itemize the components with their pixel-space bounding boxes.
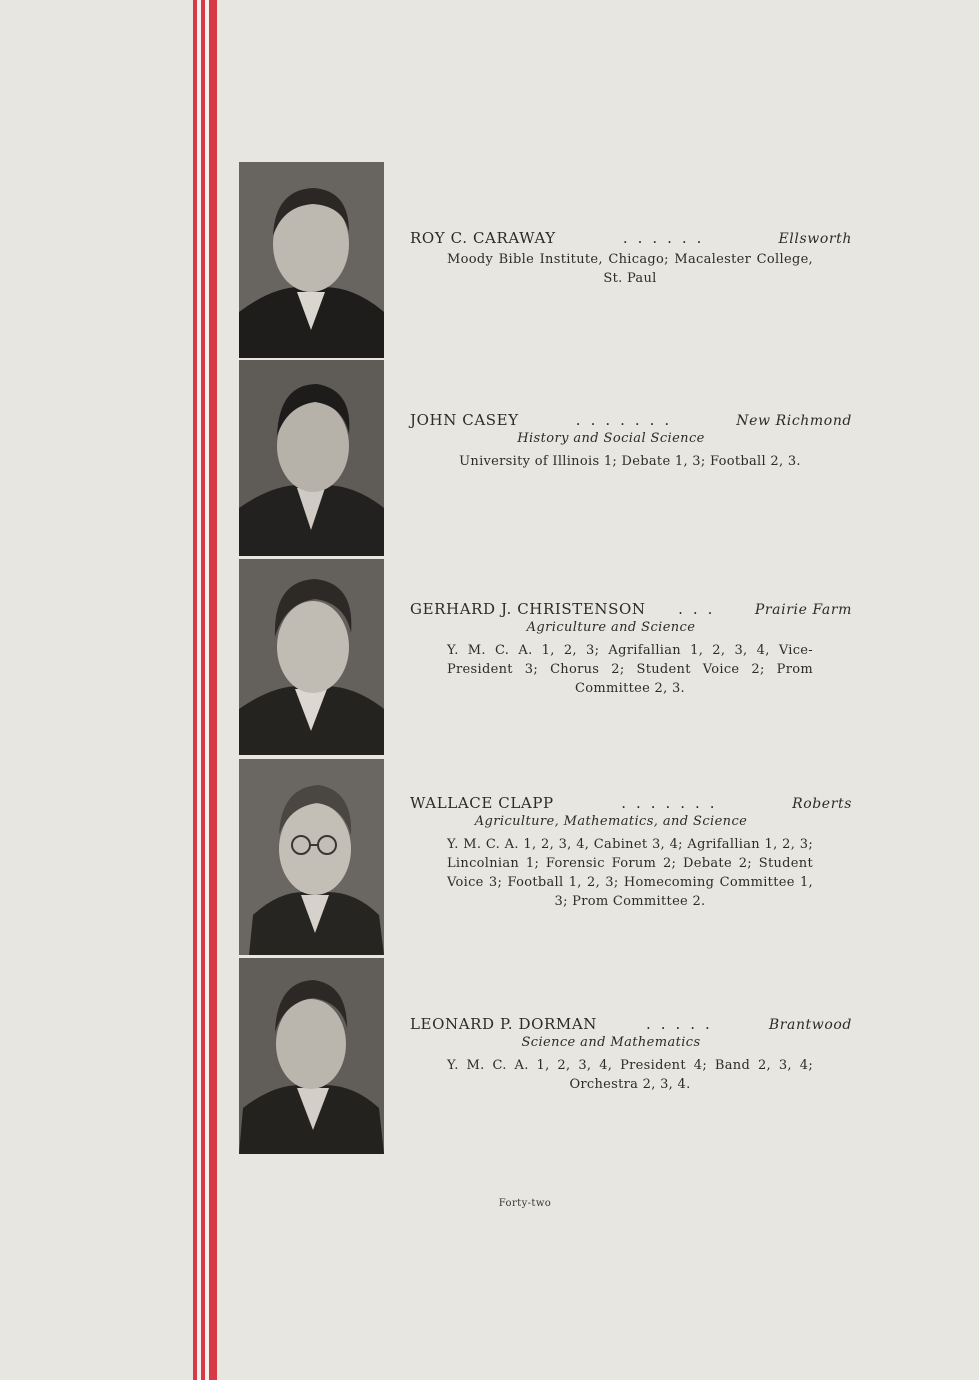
student-name: ROY C. CARAWAY [410, 229, 556, 247]
student-subject: Agriculture and Science [526, 620, 696, 635]
student-hometown: New Richmond [736, 413, 852, 429]
red-stripe-border [193, 0, 225, 1380]
portrait-photo-5 [239, 958, 384, 1154]
portrait-photo-3 [239, 559, 384, 755]
student-name: JOHN CASEY [410, 411, 519, 429]
student-name: GERHARD J. CHRISTENSON [410, 600, 646, 618]
student-activities: Y. M. C. A. 1, 2, 3, 4, President 4; Band 2, 3, 4; Orchestra 2, 3, 4. [447, 1058, 813, 1092]
student-activities: Moody Bible Institute, Chicago; Macalester College, St. Paul [447, 252, 813, 286]
leader-dots: ...... [622, 229, 712, 247]
student-activities: Y. M. C. A. 1, 2, 3; Agrifallian 1, 2, 3, 4, Vice-President 3; Chorus 2; Student Voice 2; Prom Committee 2, 3. [447, 643, 813, 696]
student-entry-2 [410, 411, 852, 471]
leader-dots: ..... [645, 1015, 720, 1033]
student-name: LEONARD P. DORMAN [410, 1015, 597, 1033]
student-subject: Agriculture, Mathematics, and Science [474, 814, 748, 829]
student-hometown: Brantwood [768, 1017, 852, 1033]
student-hometown: Roberts [792, 796, 852, 812]
student-activities: Y. M. C. A. 1, 2, 3, 4, Cabinet 3, 4; Agrifallian 1, 2, 3; Lincolnian 1; Forensic Forum 2; Debate 2; Student Voice 3; Football 1, 2, 3; Homecoming Committee 1, 3; Prom Committee 2. [447, 837, 813, 909]
student-activities: University of Illinois 1; Debate 1, 3; Football 2, 3. [459, 454, 801, 469]
student-subject: History and Social Science [517, 431, 705, 446]
student-entry-5 [410, 1015, 852, 1094]
portrait-photo-4 [239, 759, 384, 955]
student-subject: Science and Mathematics [521, 1035, 701, 1050]
student-entry-3 [410, 600, 852, 698]
leader-dots: ....... [575, 411, 680, 429]
student-entry-4 [410, 794, 852, 911]
leader-dots: ....... [621, 794, 725, 812]
page-number: Forty-two [498, 1198, 552, 1209]
portrait-photo-1 [239, 162, 384, 358]
student-hometown: Ellsworth [778, 231, 852, 247]
portrait-photo-2 [239, 360, 384, 556]
student-hometown: Prairie Farm [754, 602, 852, 618]
leader-dots: ... [678, 600, 723, 618]
student-name: WALLACE CLAPP [410, 794, 554, 812]
student-entry-1 [410, 229, 852, 288]
